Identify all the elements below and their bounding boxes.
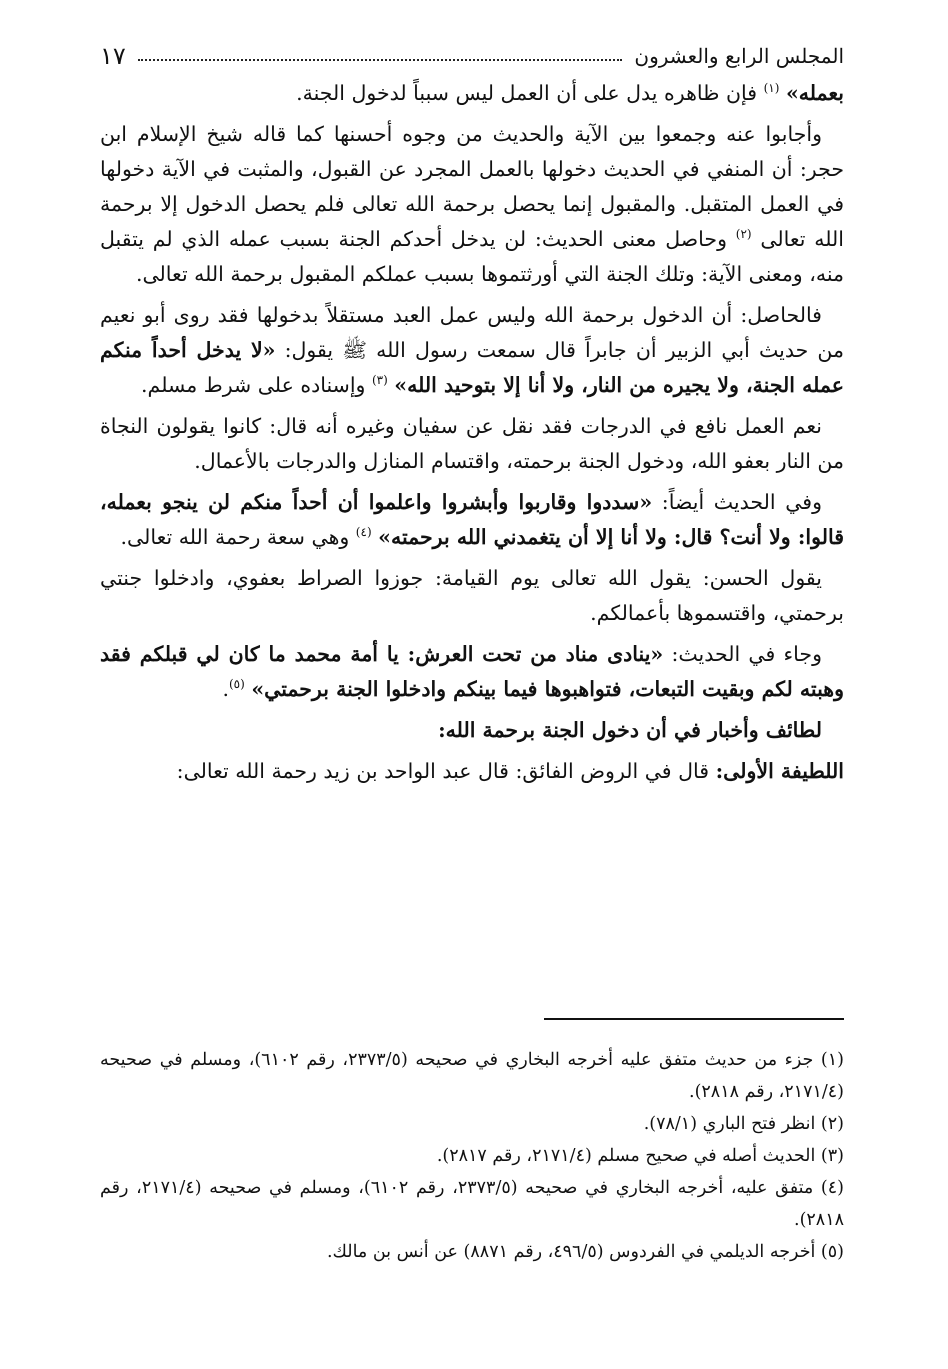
subheading-text: اللطيفة الأولى: <box>715 759 844 783</box>
paragraph <box>100 76 844 111</box>
paragraph-text: وإسناده على شرط مسلم. <box>141 373 372 397</box>
footnote-ref: (٢) <box>735 227 752 242</box>
footnote: (٣) الحديث أصله في صحيح مسلم (٢١٧١/٤، رقم ٢٨١٧). <box>436 1146 844 1166</box>
paragraph-text: فإن ظاهره يدل على أن العمل ليس سبباً لدخول الجنة. <box>296 81 764 105</box>
footnotes <box>100 1044 844 1268</box>
paragraph-text: . <box>222 677 229 701</box>
paragraph-text: يقول الحسن: يقول الله تعالى يوم القيامة: جوزوا الصراط بعفوي، وادخلوا جنتي برحمتي، واقتسموها بأعمالكم. <box>100 566 844 625</box>
paragraph-text: وفي الحديث أيضاً: <box>652 490 823 514</box>
paragraph-text: وهي سعة رحمة الله تعالى. <box>120 525 356 549</box>
paragraph <box>100 485 844 555</box>
running-header <box>100 36 844 76</box>
paragraph-text: وجاء في الحديث: <box>663 642 822 666</box>
footnote: (٤) متفق عليه، أخرجه البخاري في صحيحه (٢٣٧٣/٥، رقم ٦١٠٢)، ومسلم في صحيحه (٢١٧١/٤، رقم ٢٨١٨). <box>100 1178 844 1230</box>
paragraph-text: فالحاصل: أن الدخول برحمة الله وليس عمل العبد مستقلاً بدخولها فقد روى أبو نعيم من حديث أبي الزبير أن جابراً قال سمعت رسول الله ﷺ يقول: <box>100 303 844 362</box>
paragraph <box>100 754 844 789</box>
paragraph <box>100 561 844 631</box>
paragraph <box>100 298 844 403</box>
header-dotted-leader <box>138 59 623 61</box>
hadith-quote: «سددوا وقاربوا وأبشروا واعلموا أن أحداً منكم لن ينجو بعمله، قالوا: ولا أنت؟ قال: ولا أنا إلا أن يتغمدني الله برحمته» <box>100 490 844 549</box>
heading-text: لطائف وأخبار في أن دخول الجنة برحمة الله: <box>438 718 822 742</box>
paragraph <box>100 637 844 707</box>
bold-text: بعمله» <box>785 81 844 105</box>
main-text <box>100 76 844 789</box>
paragraph-text: قال في الروض الفائق: قال عبد الواحد بن زيد رحمة الله تعالى: <box>176 759 716 783</box>
footnote: (١) جزء من حديث متفق عليه أخرجه البخاري في صحيحه (٢٣٧٣/٥، رقم ٦١٠٢)، ومسلم في صحيحه (٢١٧١/٤، رقم ٢٨١٨). <box>100 1050 844 1102</box>
footnote-ref: (١) <box>763 81 780 96</box>
chapter-title: المجلس الرابع والعشرون <box>634 44 844 68</box>
hadith-quote: «لا يدخل أحداً منكم عمله الجنة، ولا يجيره من النار، ولا أنا إلا بتوحيد الله» <box>100 338 844 397</box>
footnote-ref: (٣) <box>371 373 388 388</box>
paragraph <box>100 117 844 292</box>
paragraph-text: نعم العمل نافع في الدرجات فقد نقل عن سفيان وغيره أنه قال: كانوا يقولون النجاة من النار بعفو الله، ودخول الجنة برحمته، واقتسام المنازل والدرجات بالأعمال. <box>100 414 844 473</box>
section-heading <box>100 713 844 748</box>
page-number: ١٧ <box>100 42 126 70</box>
hadith-quote: «ينادى مناد من تحت العرش: يا أمة محمد ما كان لي قبلكم فقد وهبته لكم وبقيت التبعات، فتواهبوها فيما بينكم وادخلوا الجنة برحمتي» <box>100 642 844 701</box>
footnote-ref: (٤) <box>355 525 372 540</box>
footnote-ref: (٥) <box>228 677 245 692</box>
footnote: (٥) أخرجه الديلمي في الفردوس (٤٩٦/٥، رقم ٨٨٧١) عن أنس بن مالك. <box>326 1242 844 1262</box>
paragraph-text: وأجابوا عنه وجمعوا بين الآية والحديث من وجوه أحسنها كما قاله شيخ الإسلام ابن حجر: أن المنفي في الحديث دخولها بالعمل المجرد عن القبول، والمثبت في الآية دخولها في العمل المتقبل. والمقبول إنما يحصل برحمة الله تعالى فلم يحصل الدخول إلا برحمة الله تعالى <box>100 122 845 251</box>
page <box>100 36 844 795</box>
footnote: (٢) انظر فتح الباري (٧٨/١). <box>643 1114 844 1134</box>
paragraph-text: وحاصل معنى الحديث: لن يدخل أحدكم الجنة بسبب عمله الذي لم يتقبل منه، ومعنى الآية: وتلك الجنة التي أورثتموها بسبب عملكم المقبول برحمة الله تعالى. <box>100 227 844 286</box>
footnote-separator <box>544 1018 844 1020</box>
paragraph <box>100 409 844 479</box>
